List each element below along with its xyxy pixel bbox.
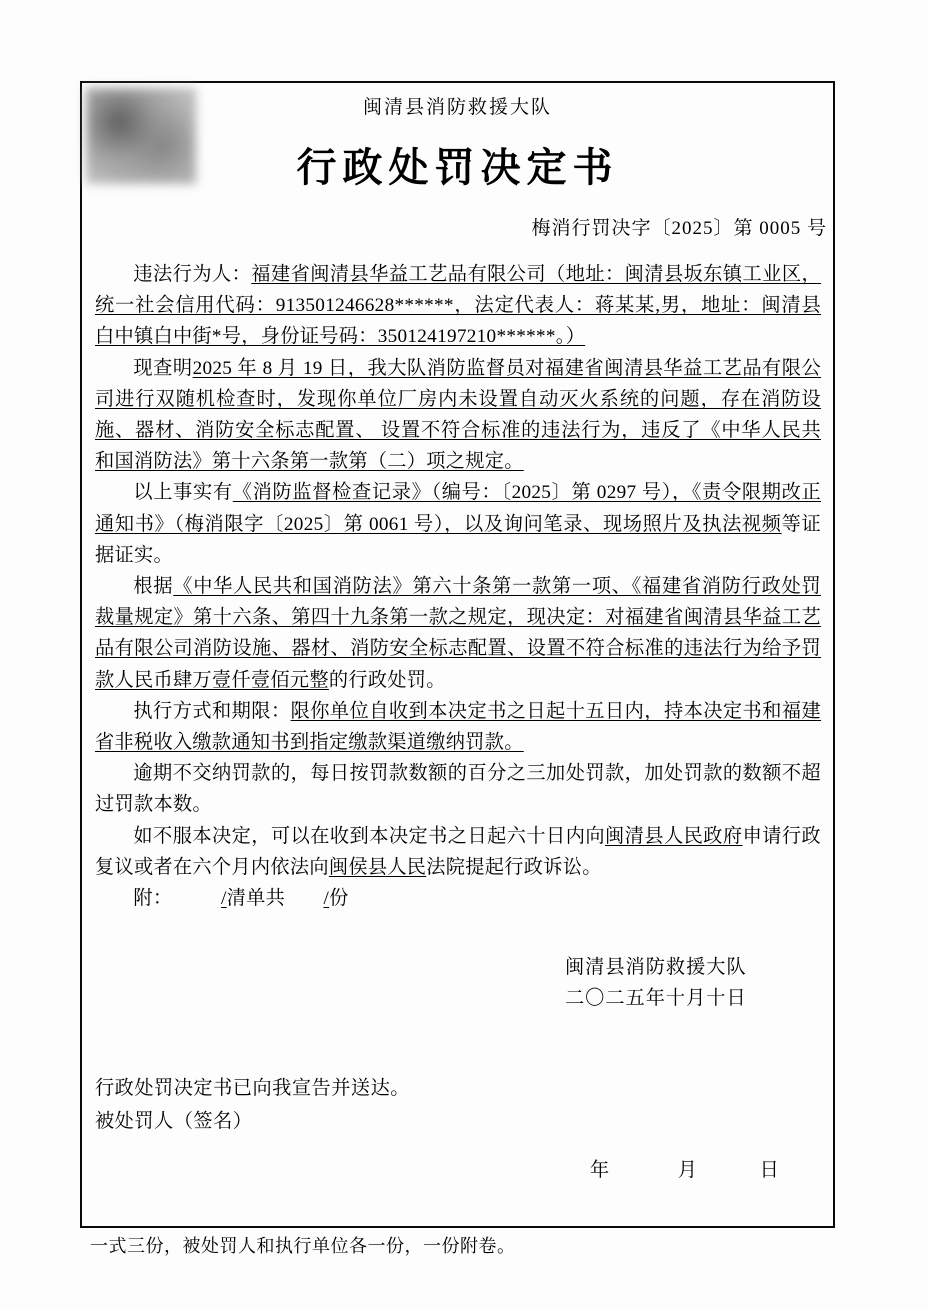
document-number: 梅消行罚决字〔2025〕第 0005 号 bbox=[531, 218, 827, 239]
acknowledgement-block bbox=[95, 1072, 410, 1138]
attachment-middle-text: 清单共 bbox=[226, 888, 286, 910]
appeal-text-c: 法院提起行政诉讼。 bbox=[426, 856, 602, 878]
paragraph-offender bbox=[95, 259, 821, 353]
decision-label: 根据 bbox=[133, 576, 174, 598]
paragraph-findings bbox=[95, 353, 821, 478]
paragraph-attachment bbox=[95, 883, 821, 914]
document-body bbox=[95, 259, 821, 914]
acknowledgement-statement: 行政处罚决定书已向我宣告并送达。 bbox=[95, 1078, 410, 1099]
paragraph-appeal bbox=[95, 821, 821, 883]
paragraph-evidence bbox=[95, 477, 821, 571]
date-month-label: 月 bbox=[677, 1160, 698, 1181]
evidence-label: 以上事实有 bbox=[133, 482, 233, 504]
decision-details: 《中华人民共和国消防法》第六十条第一款第一项、《福建省消防行政处罚裁量规定》第十六条、第四十九条第一款之规定，现决定：对福建省闽清县华益工艺品有限公司消防设施、器材、消防安全标志配置、设置不符合标准的违法行为给予罚款人民币肆万壹仟壹佰元整 bbox=[95, 576, 821, 691]
evidence-tail: 等证据证实。 bbox=[95, 513, 821, 566]
paragraph-decision bbox=[95, 571, 821, 696]
findings-details: 2025 年 8 月 19 日，我大队消防监督员对福建省闽清县华益工艺品有限公司进行双随机检查时，发现你单位厂房内未设置自动灭火系统的问题，存在消防设施、器材、消防安全标志配置、 设置不符合标准的违法行为，违反了《中华人民共和国消防法》第十六条第一款第（二）项之规定。 bbox=[95, 357, 822, 473]
attachment-count-slot-1: / bbox=[220, 888, 227, 910]
appeal-text-b: 申请行政复议或者在六个月内依法向 bbox=[95, 825, 822, 878]
findings-label: 现查明 bbox=[133, 357, 193, 379]
execution-details: 限你单位自收到本决定书之日起十五日内，持本决定书和福建省非税收入缴款通知书到指定缴款渠道缴纳罚款。 bbox=[95, 700, 821, 754]
penalized-party-signature-label: 被处罚人（签名） bbox=[95, 1111, 253, 1132]
page-title: 行政处罚决定书 bbox=[296, 145, 619, 190]
date-day-label: 日 bbox=[759, 1160, 780, 1181]
execution-label: 执行方式和期限： bbox=[133, 700, 291, 722]
attachment-count-slot-2: / bbox=[323, 888, 330, 910]
offender-details: 福建省闽清县华益工艺品有限公司（地址：闽清县坂东镇工业区，统一社会信用代码：913501246628******，法定代表人：蒋某某,男，地址：闽清县白中镇白中街*号，身份证号码：350124197210******。） bbox=[95, 264, 821, 348]
appeal-authority-government: 闽清县人民政府 bbox=[605, 825, 743, 847]
offender-label: 违法行为人： bbox=[133, 264, 252, 285]
attachment-label: 附： bbox=[133, 888, 173, 910]
issuing-organization-heading: 闽清县消防救援大队 bbox=[362, 97, 552, 118]
attachment-tail-text: 份 bbox=[329, 888, 349, 910]
signature-block bbox=[565, 952, 747, 1014]
paragraph-execution bbox=[95, 696, 821, 758]
date-year-label: 年 bbox=[590, 1160, 611, 1181]
acknowledgement-date-line bbox=[590, 1155, 780, 1182]
appeal-authority-court: 闽侯县人民 bbox=[328, 856, 427, 878]
paragraph-late-penalty: 逾期不交纳罚款的，每日按罚款数额的百分之三加处罚款，加处罚款的数额不超过罚款本数。 bbox=[95, 763, 821, 816]
decision-tail: 的行政处罚。 bbox=[328, 669, 446, 691]
signature-organization: 闽清县消防救援大队 bbox=[565, 957, 747, 978]
evidence-details: 《消防监督检查记录》（编号：〔2025〕第 0297 号），《责令限期改正通知书》（梅消限字〔2025〕第 0061 号），以及询问笔录、现场照片及执法视频 bbox=[95, 482, 821, 535]
footer-note: 一式三份，被处罚人和执行单位各一份，一份附卷。 bbox=[90, 1236, 516, 1256]
appeal-text-a: 如不服本决定，可以在收到本决定书之日起六十日内向 bbox=[133, 825, 605, 847]
signature-date: 二〇二五年十月十日 bbox=[565, 988, 747, 1009]
